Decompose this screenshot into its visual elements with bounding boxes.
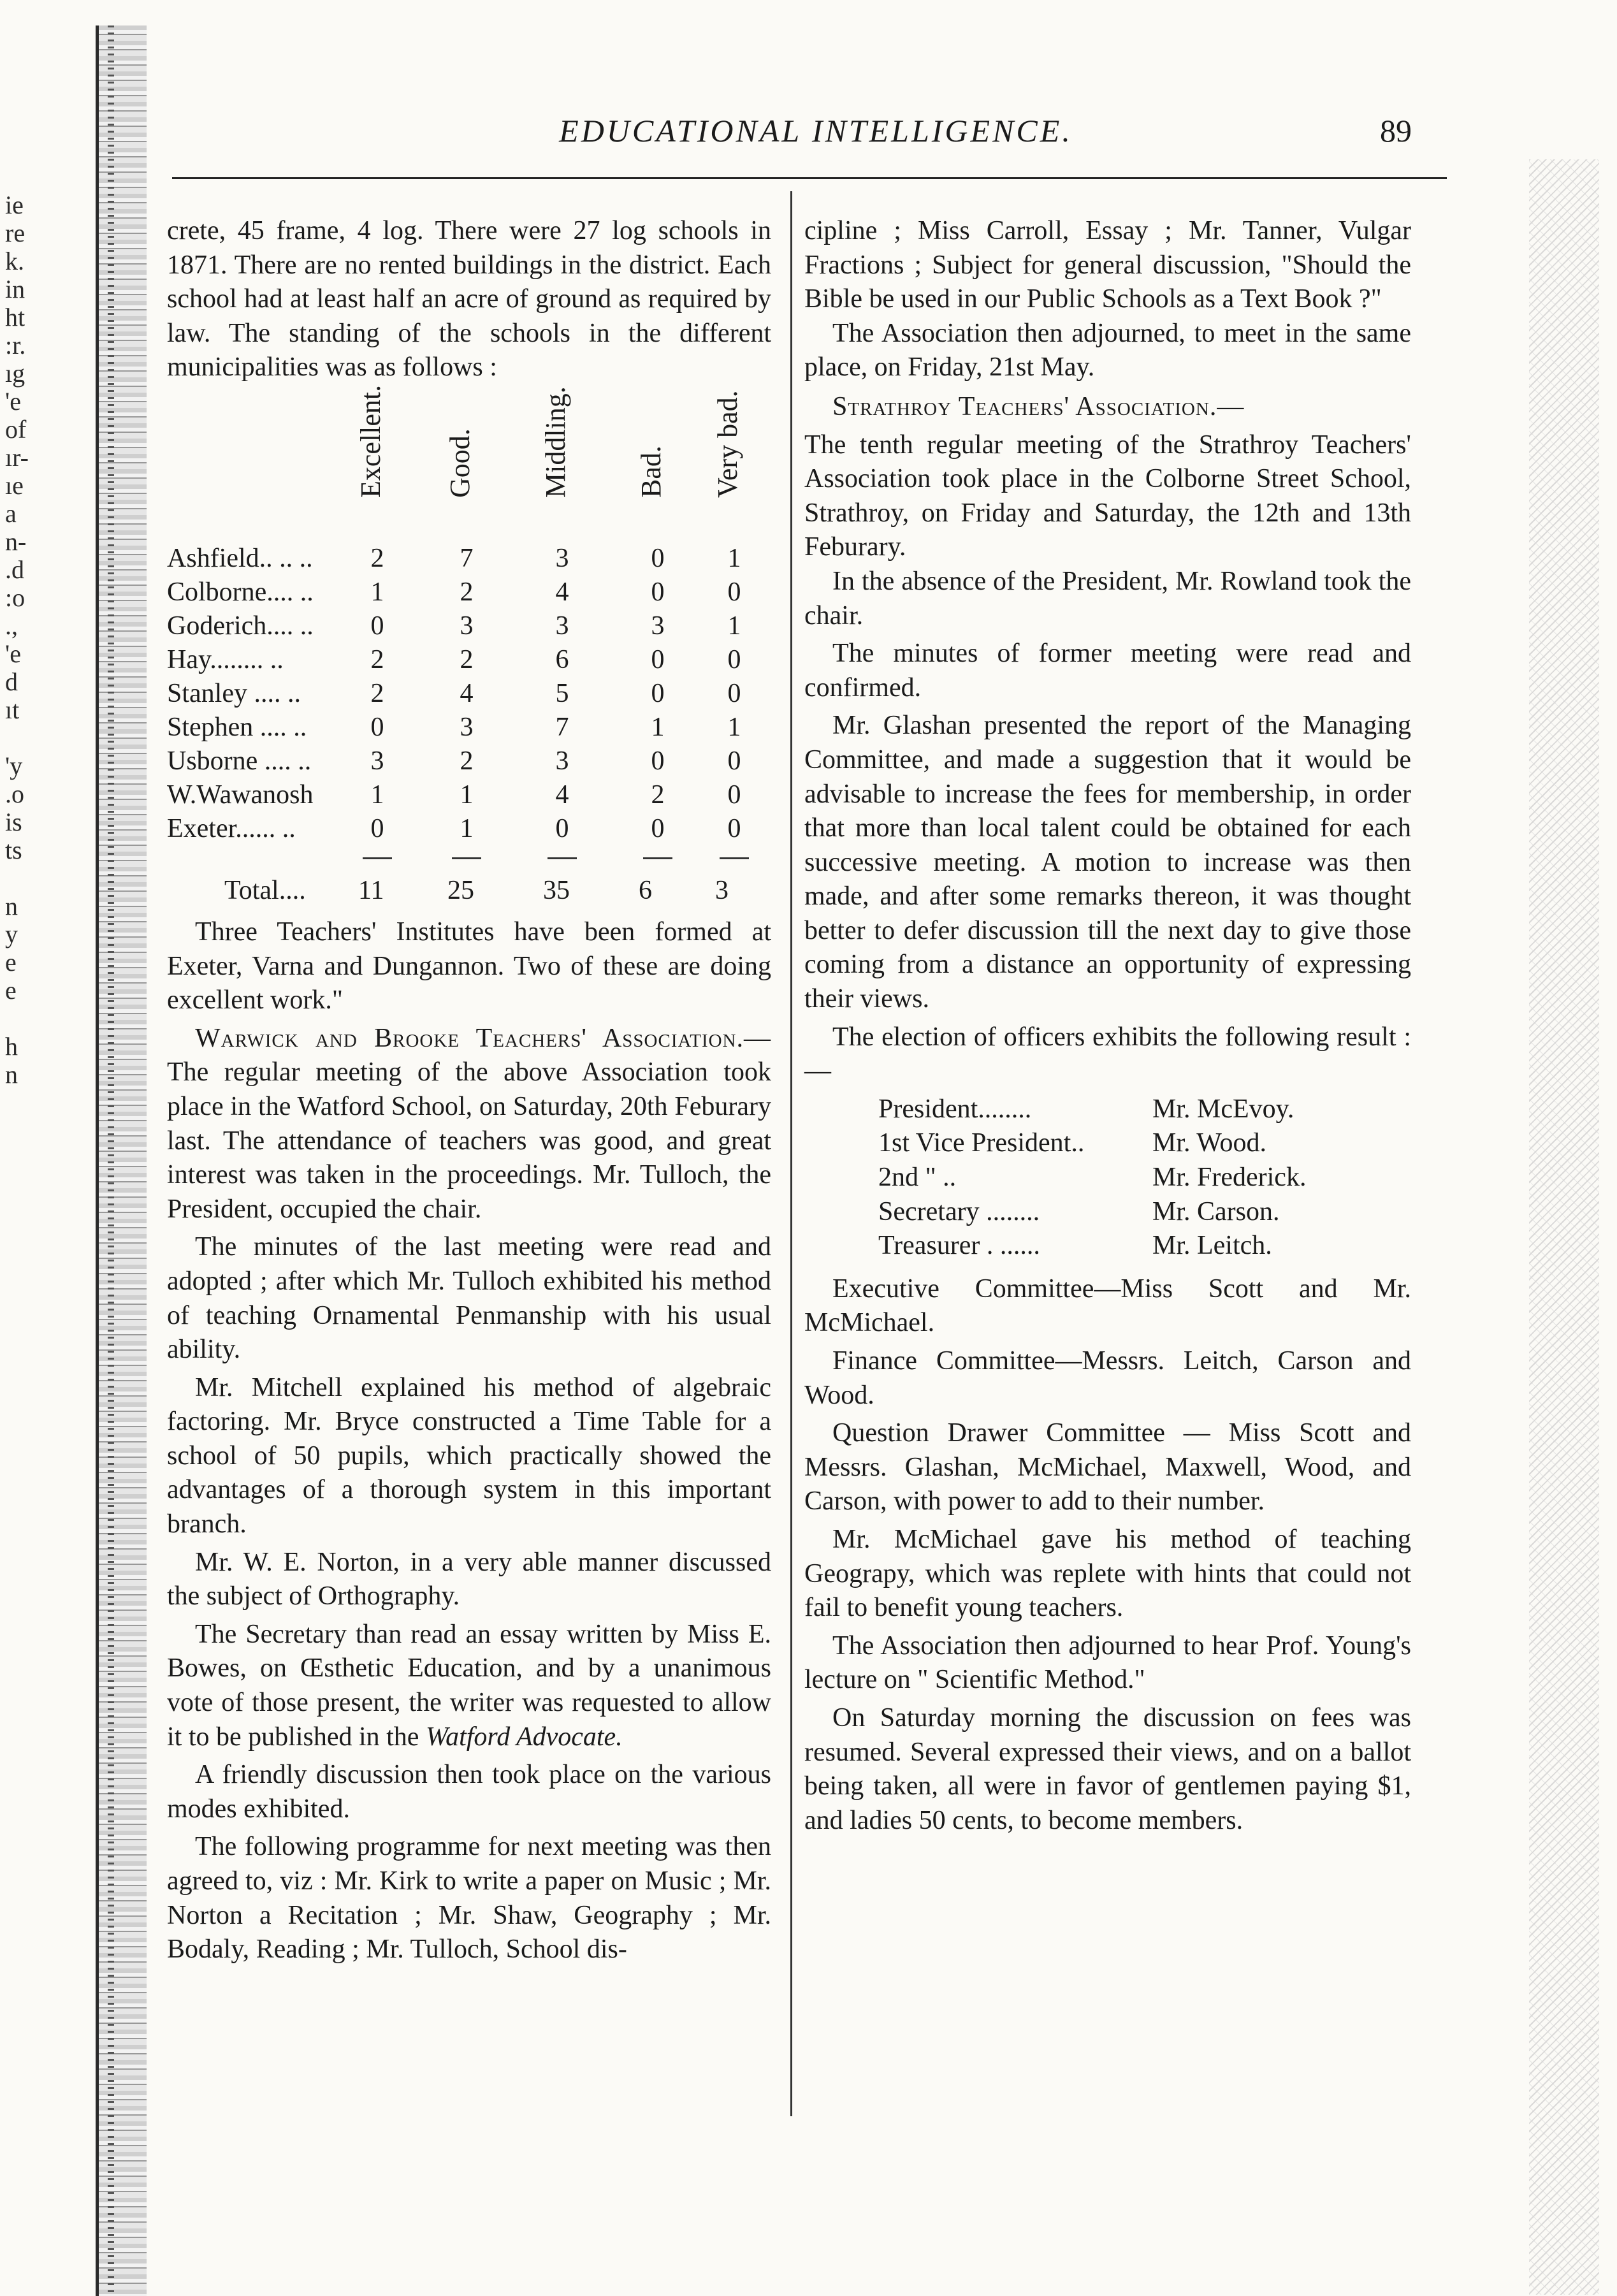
total-cell: 25 — [447, 875, 474, 905]
margin-fragment: ır- — [5, 443, 29, 472]
right-column — [804, 214, 1411, 1842]
margin-fragment — [5, 864, 43, 892]
officers-list — [878, 1093, 1401, 1263]
cipline-paragraph: cipline ; Miss Carroll, Essay ; Mr. Tanner, Vulgar Fractions ; Subject for general discussion, "Should the Bible be used in our Public Schools as a Text Book ?" — [804, 216, 1411, 314]
intro-paragraph: crete, 45 frame, 4 log. There were 27 log schools in 1871. There are no rented buildings in the district. Each school had at least half an acre of ground as required by law. The standing of the schools in the different municipalities was as follows : — [167, 216, 771, 382]
margin-fragment: is — [5, 808, 22, 836]
mitchell-paragraph: Mr. Mitchell explained his method of algebraic factoring. Mr. Bryce constructed a Time Table for a school of 50 pupils, which practically showed the advantages of a thorough system in this important branch. — [167, 1372, 771, 1539]
table-cell: 2 — [460, 644, 474, 674]
question-drawer-paragraph: Question Drawer Committee — Miss Scott and Messrs. Glashan, McMichael, Maxwell, Wood, and Carson, with power to add to their number. — [804, 1418, 1411, 1516]
municipality-name: Ashfield.. .. .. — [167, 543, 313, 573]
municipality-name: Stephen .... .. — [167, 712, 307, 742]
table-cell: 0 — [727, 678, 741, 708]
officer-name: Mr. Frederick. — [1152, 1163, 1307, 1193]
tenth-meeting-paragraph: The tenth regular meeting of the Strathroy Teachers' Association took place in the Colborne Street School, Strathroy, on Friday and Saturday, the 12th and 13th Feburary. — [804, 430, 1411, 562]
table-cell: 1 — [370, 577, 384, 607]
mcmichael-paragraph: Mr. McMichael gave his method of teaching Geograpy, which was replete with hints that could not fail to benefit young teachers. — [804, 1524, 1411, 1623]
margin-fragment: y — [5, 920, 18, 948]
total-cell: 6 — [639, 875, 652, 905]
institutes-paragraph: Three Teachers' Institutes have been formed at Exeter, Varna and Dungannon. Two of these are doing excellent work." — [167, 917, 771, 1015]
warwick-paragraph — [167, 1022, 771, 1227]
margin-fragment: in — [5, 275, 25, 303]
table-cell: 5 — [555, 678, 569, 708]
previous-page-fragments — [5, 191, 43, 1089]
officer-role: Secretary ........ — [878, 1196, 1040, 1226]
table-cell: 0 — [370, 611, 384, 641]
table-column-header — [709, 389, 760, 539]
table-cell: 3 — [555, 611, 569, 641]
municipality-name: Stanley .... .. — [167, 678, 301, 708]
table-cell: 4 — [460, 678, 474, 708]
margin-fragment: 'e — [5, 639, 21, 668]
table-cell: 2 — [460, 577, 474, 607]
table-column-header — [632, 389, 683, 539]
table-cell: 0 — [651, 746, 665, 776]
left-column — [167, 214, 771, 1971]
margin-fragment: n — [5, 1060, 18, 1089]
margin-fragment: re — [5, 219, 25, 247]
table-column-header — [352, 385, 403, 539]
officer-name: Mr. Leitch. — [1152, 1231, 1272, 1261]
table-row — [167, 745, 771, 778]
total-cell: 3 — [715, 875, 729, 905]
officer-role: 2nd " .. — [878, 1163, 957, 1193]
table-cell: 2 — [460, 746, 474, 776]
margin-fragment — [5, 724, 43, 752]
table-cell: 0 — [651, 678, 665, 708]
margin-fragment: ., — [5, 611, 18, 640]
officer-role: 1st Vice President.. — [878, 1128, 1085, 1158]
table-row — [167, 812, 771, 846]
margin-fragment — [5, 1005, 43, 1033]
table-cell: 0 — [370, 813, 384, 843]
margin-fragment: ıt — [5, 695, 20, 724]
table-cell: 0 — [651, 813, 665, 843]
table-cell: 2 — [370, 644, 384, 674]
total-tick — [643, 857, 672, 859]
total-tick — [547, 857, 577, 859]
minutes-paragraph: The minutes of the last meeting were read and adopted ; after which Mr. Tulloch exhibited his method of teaching Ornamental Penmanship with his usual ability. — [167, 1232, 771, 1365]
finance-paragraph: Finance Committee—Messrs. Leitch, Carson and Wood. — [804, 1346, 1411, 1410]
lecture-paragraph: The Association then adjourned to hear Prof. Young's lecture on " Scientific Method." — [804, 1631, 1411, 1695]
table-row — [167, 711, 771, 745]
margin-fragment: of — [5, 415, 27, 444]
total-label: Total.... — [224, 875, 306, 905]
schools-standing-table — [167, 385, 771, 915]
adjourned-paragraph: The Association then adjourned, to meet in the same place, on Friday, 21st May. — [804, 318, 1411, 382]
warwick-heading: Warwick and Brooke Teachers' Association.— — [195, 1023, 771, 1053]
margin-fragment: k. — [5, 247, 24, 275]
table-cell: 4 — [555, 780, 569, 810]
table-cell: 0 — [727, 746, 741, 776]
table-cell: 0 — [370, 712, 384, 742]
municipality-name: Colborne.... .. — [167, 577, 314, 607]
table-cell: 2 — [370, 543, 384, 573]
table-cell: 1 — [460, 813, 474, 843]
absence-paragraph: In the absence of the President, Mr. Rowland took the chair. — [804, 566, 1411, 630]
margin-fragment: 'y — [5, 752, 23, 780]
table-cell: 3 — [555, 746, 569, 776]
table-cell: 2 — [370, 678, 384, 708]
column-header-label: Excellent. — [355, 385, 387, 498]
column-divider — [790, 191, 792, 2116]
strathroy-paragraph — [804, 390, 1411, 425]
margin-fragment: h — [5, 1032, 18, 1061]
table-row — [167, 778, 771, 812]
officer-row — [878, 1229, 1401, 1263]
total-rule — [167, 846, 771, 871]
margin-fragment: ıe — [5, 471, 24, 500]
table-cell: 3 — [460, 611, 474, 641]
margin-fragment: n- — [5, 527, 27, 556]
election-paragraph: The election of officers exhibits the following result :— — [804, 1022, 1411, 1086]
table-cell: 1 — [651, 712, 665, 742]
executive-paragraph: Executive Committee—Miss Scott and Mr. McMichael. — [804, 1274, 1411, 1338]
warwick-text: The regular meeting of the above Association took place in the Watford School, on Saturday, 20th Feburary last. The attendance of teachers was good, and great interest was taken in the proceedings. Mr. Tulloch, the President, occupied the chair. — [167, 1057, 771, 1224]
table-cell: 1 — [727, 611, 741, 641]
table-cell: 7 — [555, 712, 569, 742]
table-row — [167, 609, 771, 643]
municipality-name: Goderich.... .. — [167, 611, 314, 641]
table-cell: 0 — [727, 644, 741, 674]
municipality-name: Hay........ .. — [167, 644, 284, 674]
fees-paragraph: On Saturday morning the discussion on fees was resumed. Several expressed their views, and on a ballot being taken, all were in favor of gentlemen paying $1, and ladies 50 cents, to become members. — [804, 1703, 1411, 1835]
total-cell: 11 — [358, 875, 384, 905]
total-cell: 35 — [543, 875, 570, 905]
officer-row — [878, 1195, 1401, 1230]
margin-fragment: .d — [5, 555, 24, 584]
margin-fragment: ie — [5, 191, 24, 219]
table-cell: 0 — [651, 577, 665, 607]
margin-fragment: ts — [5, 836, 22, 864]
table-cell: 2 — [651, 780, 665, 810]
page-number: 89 — [1380, 113, 1412, 149]
margin-fragment: .o — [5, 780, 24, 808]
glashan-paragraph: Mr. Glashan presented the report of the Managing Committee, and made a suggestion that it would be advisable to increase the fees for membership, in order that more than local talent could be obtained for each successive meeting. A motion to increase was then made, and after some remarks thereon, it was thought better to defer discussion till the next day to give those coming from a distance an opportunity of expressing their views. — [804, 711, 1411, 1014]
margin-fragment: e — [5, 976, 17, 1005]
table-cell: 0 — [555, 813, 569, 843]
table-row — [167, 643, 771, 677]
table-column-header — [537, 386, 588, 539]
table-cell: 3 — [651, 611, 665, 641]
header-rule — [172, 177, 1447, 179]
table-cell: 6 — [555, 644, 569, 674]
table-cell: 0 — [727, 813, 741, 843]
table-cell: 3 — [460, 712, 474, 742]
total-tick — [720, 857, 749, 859]
table-cell: 0 — [727, 780, 741, 810]
officer-role: Treasurer . ...... — [878, 1231, 1040, 1261]
norton-paragraph: Mr. W. E. Norton, in a very able manner discussed the subject of Orthography. — [167, 1547, 771, 1611]
margin-fragment: e — [5, 948, 17, 977]
secretary-text: The Secretary than read an essay written by Miss E. Bowes, on Œsthetic Education, and by a unanimous vote of those present, the writer was requested to allow it to be published in the — [167, 1619, 771, 1752]
table-row — [167, 677, 771, 711]
margin-fragment: ht — [5, 303, 25, 331]
table-cell: 1 — [727, 712, 741, 742]
strathroy-heading: Strathroy Teachers' Association.— — [832, 391, 1245, 421]
table-cell: 0 — [651, 543, 665, 573]
table-cell: 1 — [727, 543, 741, 573]
officer-name: Mr. McEvoy. — [1152, 1094, 1294, 1124]
former-minutes-paragraph: The minutes of former meeting were read and confirmed. — [804, 639, 1411, 702]
table-cell: 7 — [460, 543, 474, 573]
table-cell: 0 — [727, 577, 741, 607]
municipality-name: W.Wawanosh — [167, 780, 314, 810]
table-cell: 1 — [460, 780, 474, 810]
officer-name: Mr. Carson. — [1152, 1196, 1280, 1226]
officer-row — [878, 1093, 1401, 1127]
margin-fragment: a — [5, 499, 17, 528]
column-header-label: Bad. — [635, 446, 667, 498]
officer-name: Mr. Wood. — [1152, 1128, 1267, 1158]
margin-fragment: 'e — [5, 387, 21, 416]
total-tick — [452, 857, 481, 859]
municipality-name: Usborne .... .. — [167, 746, 312, 776]
margin-fragment: ıg — [5, 359, 25, 388]
table-column-header — [441, 389, 492, 539]
discussion-paragraph: A friendly discussion then took place on the various modes exhibited. — [167, 1760, 771, 1824]
table-cell: 3 — [370, 746, 384, 776]
table-row — [167, 542, 771, 576]
secretary-paragraph — [167, 1618, 771, 1754]
margin-fragment: n — [5, 892, 18, 920]
table-row — [167, 576, 771, 609]
column-header-label: Very bad. — [712, 390, 744, 498]
officer-row — [878, 1126, 1401, 1161]
municipality-name: Exeter...... .. — [167, 813, 296, 843]
column-header-label: Good. — [444, 428, 476, 498]
officer-row — [878, 1161, 1401, 1195]
margin-fragment: :o — [5, 583, 25, 612]
table-cell: 0 — [651, 644, 665, 674]
table-cell: 4 — [555, 577, 569, 607]
page-edge-noise — [1529, 159, 1599, 2295]
table-cell: 1 — [370, 780, 384, 810]
total-row — [167, 874, 771, 908]
officer-role: President........ — [878, 1094, 1032, 1124]
margin-fragment: :r. — [5, 331, 26, 360]
margin-fragment: d — [5, 667, 18, 696]
column-header-label: Middling. — [540, 386, 572, 498]
running-head: EDUCATIONAL INTELLIGENCE. — [559, 113, 1073, 149]
programme-paragraph: The following programme for next meeting was then agreed to, viz : Mr. Kirk to write a paper on Music ; Mr. Norton a Recitation ; Mr. Shaw, Geography ; Mr. Bodaly, Reading ; Mr. Tulloch, School dis- — [167, 1832, 771, 1965]
book-gutter — [96, 25, 147, 2296]
watford-advocate: Watford Advocate. — [425, 1722, 623, 1752]
table-cell: 3 — [555, 543, 569, 573]
total-tick — [363, 857, 392, 859]
